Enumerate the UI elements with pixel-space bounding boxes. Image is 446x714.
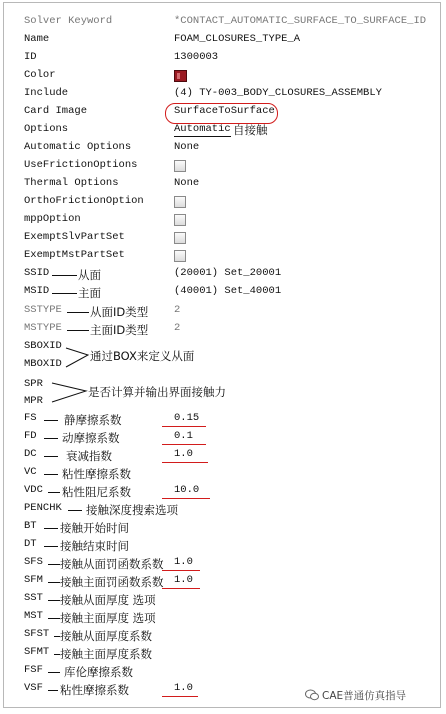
row-sfst[interactable] [4,626,442,644]
box-note: 通过BOX来定义从面 [90,349,195,363]
include-value[interactable]: (4) TY-003_BODY_CLOSURES_ASSEMBLY [174,87,382,99]
mpr-label: MPR [24,395,43,407]
fs-highlight [162,426,206,427]
fs-note: 静摩擦系数 [64,413,122,427]
fsf-note: 库伦摩擦系数 [64,665,133,679]
row-penchk[interactable] [4,500,442,518]
name-label: Name [24,33,50,45]
mpp-option-checkbox[interactable] [174,214,186,226]
row-sfm[interactable] [4,572,442,590]
options-label: Options [24,123,69,135]
sfmt-note: 接触主面厚度系数 [60,647,152,661]
mst-note: 接触主面厚度 选项 [60,611,156,625]
mstype-pointer [67,330,89,331]
vdc-highlight [162,498,210,499]
sfst-label: SFST [24,628,50,640]
sstype-pointer [67,312,89,313]
row-mpp-option[interactable] [4,211,442,229]
vc-note: 粘性摩擦系数 [62,467,131,481]
row-sfmt[interactable] [4,644,442,662]
id-value[interactable]: 1300003 [174,51,219,63]
pr-note: 是否计算并输出界面接触力 [88,385,226,399]
name-value[interactable]: FOAM_CLOSURES_TYPE_A [174,33,301,45]
row-mstype[interactable] [4,320,442,338]
row-color[interactable] [4,67,442,85]
mstype-note: 主面ID类型 [90,323,149,337]
row-msid[interactable] [4,283,442,301]
keyword-panel [3,2,441,708]
vsf-highlight [162,696,198,697]
vsf-pointer [48,690,58,691]
fd-note: 动摩擦系数 [62,431,120,445]
wechat-icon [305,689,319,701]
sfs-pointer [48,564,60,565]
mpp-option-label: mppOption [24,213,81,225]
mst-label: MST [24,610,43,622]
sstype-note: 从面ID类型 [90,305,149,319]
card-image-label: Card Image [24,105,88,117]
exempt-slv-label: ExemptSlvPartSet [24,231,125,243]
msid-label: MSID [24,285,50,297]
automatic-options-value[interactable]: None [174,141,200,153]
ortho-friction-label: OrthoFrictionOption [24,195,144,207]
fs-value[interactable]: 0.15 [174,412,200,424]
watermark-text: CAE普通仿真指导 [322,690,407,702]
vdc-label: VDC [24,484,43,496]
bt-label: BT [24,520,37,532]
mst-pointer [48,618,60,619]
pr-bracket-icon [50,378,90,408]
fsf-pointer [48,672,60,673]
solver-keyword-value: *CONTACT_AUTOMATIC_SURFACE_TO_SURFACE_ID [174,15,427,27]
sfs-value[interactable]: 1.0 [174,556,193,568]
sfm-value[interactable]: 1.0 [174,574,193,586]
row-exempt-slv[interactable] [4,229,442,247]
ssid-note: 从面 [78,268,101,282]
dc-label: DC [24,448,37,460]
row-fs[interactable] [4,410,442,428]
automatic-options-label: Automatic Options [24,141,132,153]
row-ssid[interactable] [4,265,442,283]
row-dt[interactable] [4,536,442,554]
dt-pointer [44,546,58,547]
penchk-note: 接触深度搜索选项 [86,503,178,517]
mboxid-label: MBOXID [24,358,62,370]
row-include[interactable] [4,85,442,103]
exempt-slv-checkbox[interactable] [174,232,186,244]
msid-value[interactable]: (40001) Set_40001 [174,285,282,297]
row-use-friction-options[interactable] [4,157,442,175]
sfm-label: SFM [24,574,43,586]
vdc-value[interactable]: 10.0 [174,484,200,496]
row-id[interactable] [4,49,442,67]
row-fsf[interactable] [4,662,442,680]
sfst-note: 接触从面厚度系数 [60,629,152,643]
row-name[interactable] [4,31,442,49]
ssid-value[interactable]: (20001) Set_20001 [174,267,282,279]
dt-note: 接触结束时间 [60,539,129,553]
thermal-options-value[interactable]: None [174,177,200,189]
ortho-friction-checkbox[interactable] [174,196,186,208]
options-note: 自接触 [233,123,268,137]
row-sfs[interactable] [4,554,442,572]
fs-pointer [44,420,58,421]
dc-highlight [162,462,208,463]
spr-label: SPR [24,378,43,390]
sst-note: 接触从面厚度 选项 [60,593,156,607]
thermal-options-label: Thermal Options [24,177,119,189]
solver-keyword-label: Solver Keyword [24,15,113,27]
msid-note: 主面 [78,286,101,300]
sst-pointer [48,600,60,601]
vc-label: VC [24,466,37,478]
msid-pointer [52,293,77,294]
mstype-label: MSTYPE [24,322,62,334]
row-ortho-friction[interactable] [4,193,442,211]
vsf-value[interactable]: 1.0 [174,682,193,694]
row-thermal-options[interactable] [4,175,442,193]
fd-pointer [44,438,58,439]
fsf-label: FSF [24,664,43,676]
use-friction-options-label: UseFrictionOptions [24,159,138,171]
row-automatic-options[interactable] [4,139,442,157]
dc-note: 衰减指数 [66,449,112,463]
sfs-highlight [162,570,200,571]
dt-label: DT [24,538,37,550]
dc-pointer [44,456,58,457]
dc-value[interactable]: 1.0 [174,448,193,460]
row-vdc[interactable] [4,482,442,500]
sstype-value[interactable]: 2 [174,304,181,316]
sboxid-label: SBOXID [24,340,62,352]
penchk-pointer [68,510,82,511]
row-bt[interactable] [4,518,442,536]
row-sstype[interactable] [4,302,442,320]
row-fd[interactable] [4,428,442,446]
id-label: ID [24,51,37,63]
mstype-value[interactable]: 2 [174,322,181,334]
fd-highlight [162,444,206,445]
row-exempt-mst[interactable] [4,247,442,265]
ssid-pointer [52,275,77,276]
card-image-value[interactable]: SurfaceToSurface [174,105,275,117]
sfs-note: 接触从面罚函数系数 [60,557,164,571]
sfs-label: SFS [24,556,43,568]
ssid-label: SSID [24,267,50,279]
fd-label: FD [24,430,37,442]
color-swatch[interactable] [174,70,187,82]
vc-pointer [44,474,58,475]
row-mst[interactable] [4,608,442,626]
sstype-label: SSTYPE [24,304,62,316]
bt-note: 接触开始时间 [60,521,129,535]
exempt-mst-label: ExemptMstPartSet [24,249,125,261]
sfm-highlight [162,588,200,589]
row-solver-keyword [4,13,442,31]
sfm-note: 接触主面罚函数系数 [60,575,164,589]
sst-label: SST [24,592,43,604]
options-value[interactable]: Automatic [174,123,231,135]
penchk-label: PENCHK [24,502,62,514]
sfm-pointer [48,582,60,583]
sfmt-label: SFMT [24,646,50,658]
bt-pointer [44,528,58,529]
row-dc[interactable] [4,446,442,464]
exempt-mst-checkbox[interactable] [174,250,186,262]
vsf-label: VSF [24,682,43,694]
row-vc[interactable] [4,464,442,482]
card-image-highlight-oval [165,103,278,124]
fs-label: FS [24,412,37,424]
vdc-note: 粘性阻尼系数 [62,485,131,499]
vdc-pointer [48,492,60,493]
fd-value[interactable]: 0.1 [174,430,193,442]
row-sst[interactable] [4,590,442,608]
color-label: Color [24,69,56,81]
use-friction-options-checkbox[interactable] [174,160,186,172]
include-label: Include [24,87,69,99]
vsf-note: 粘性摩擦系数 [60,683,129,697]
